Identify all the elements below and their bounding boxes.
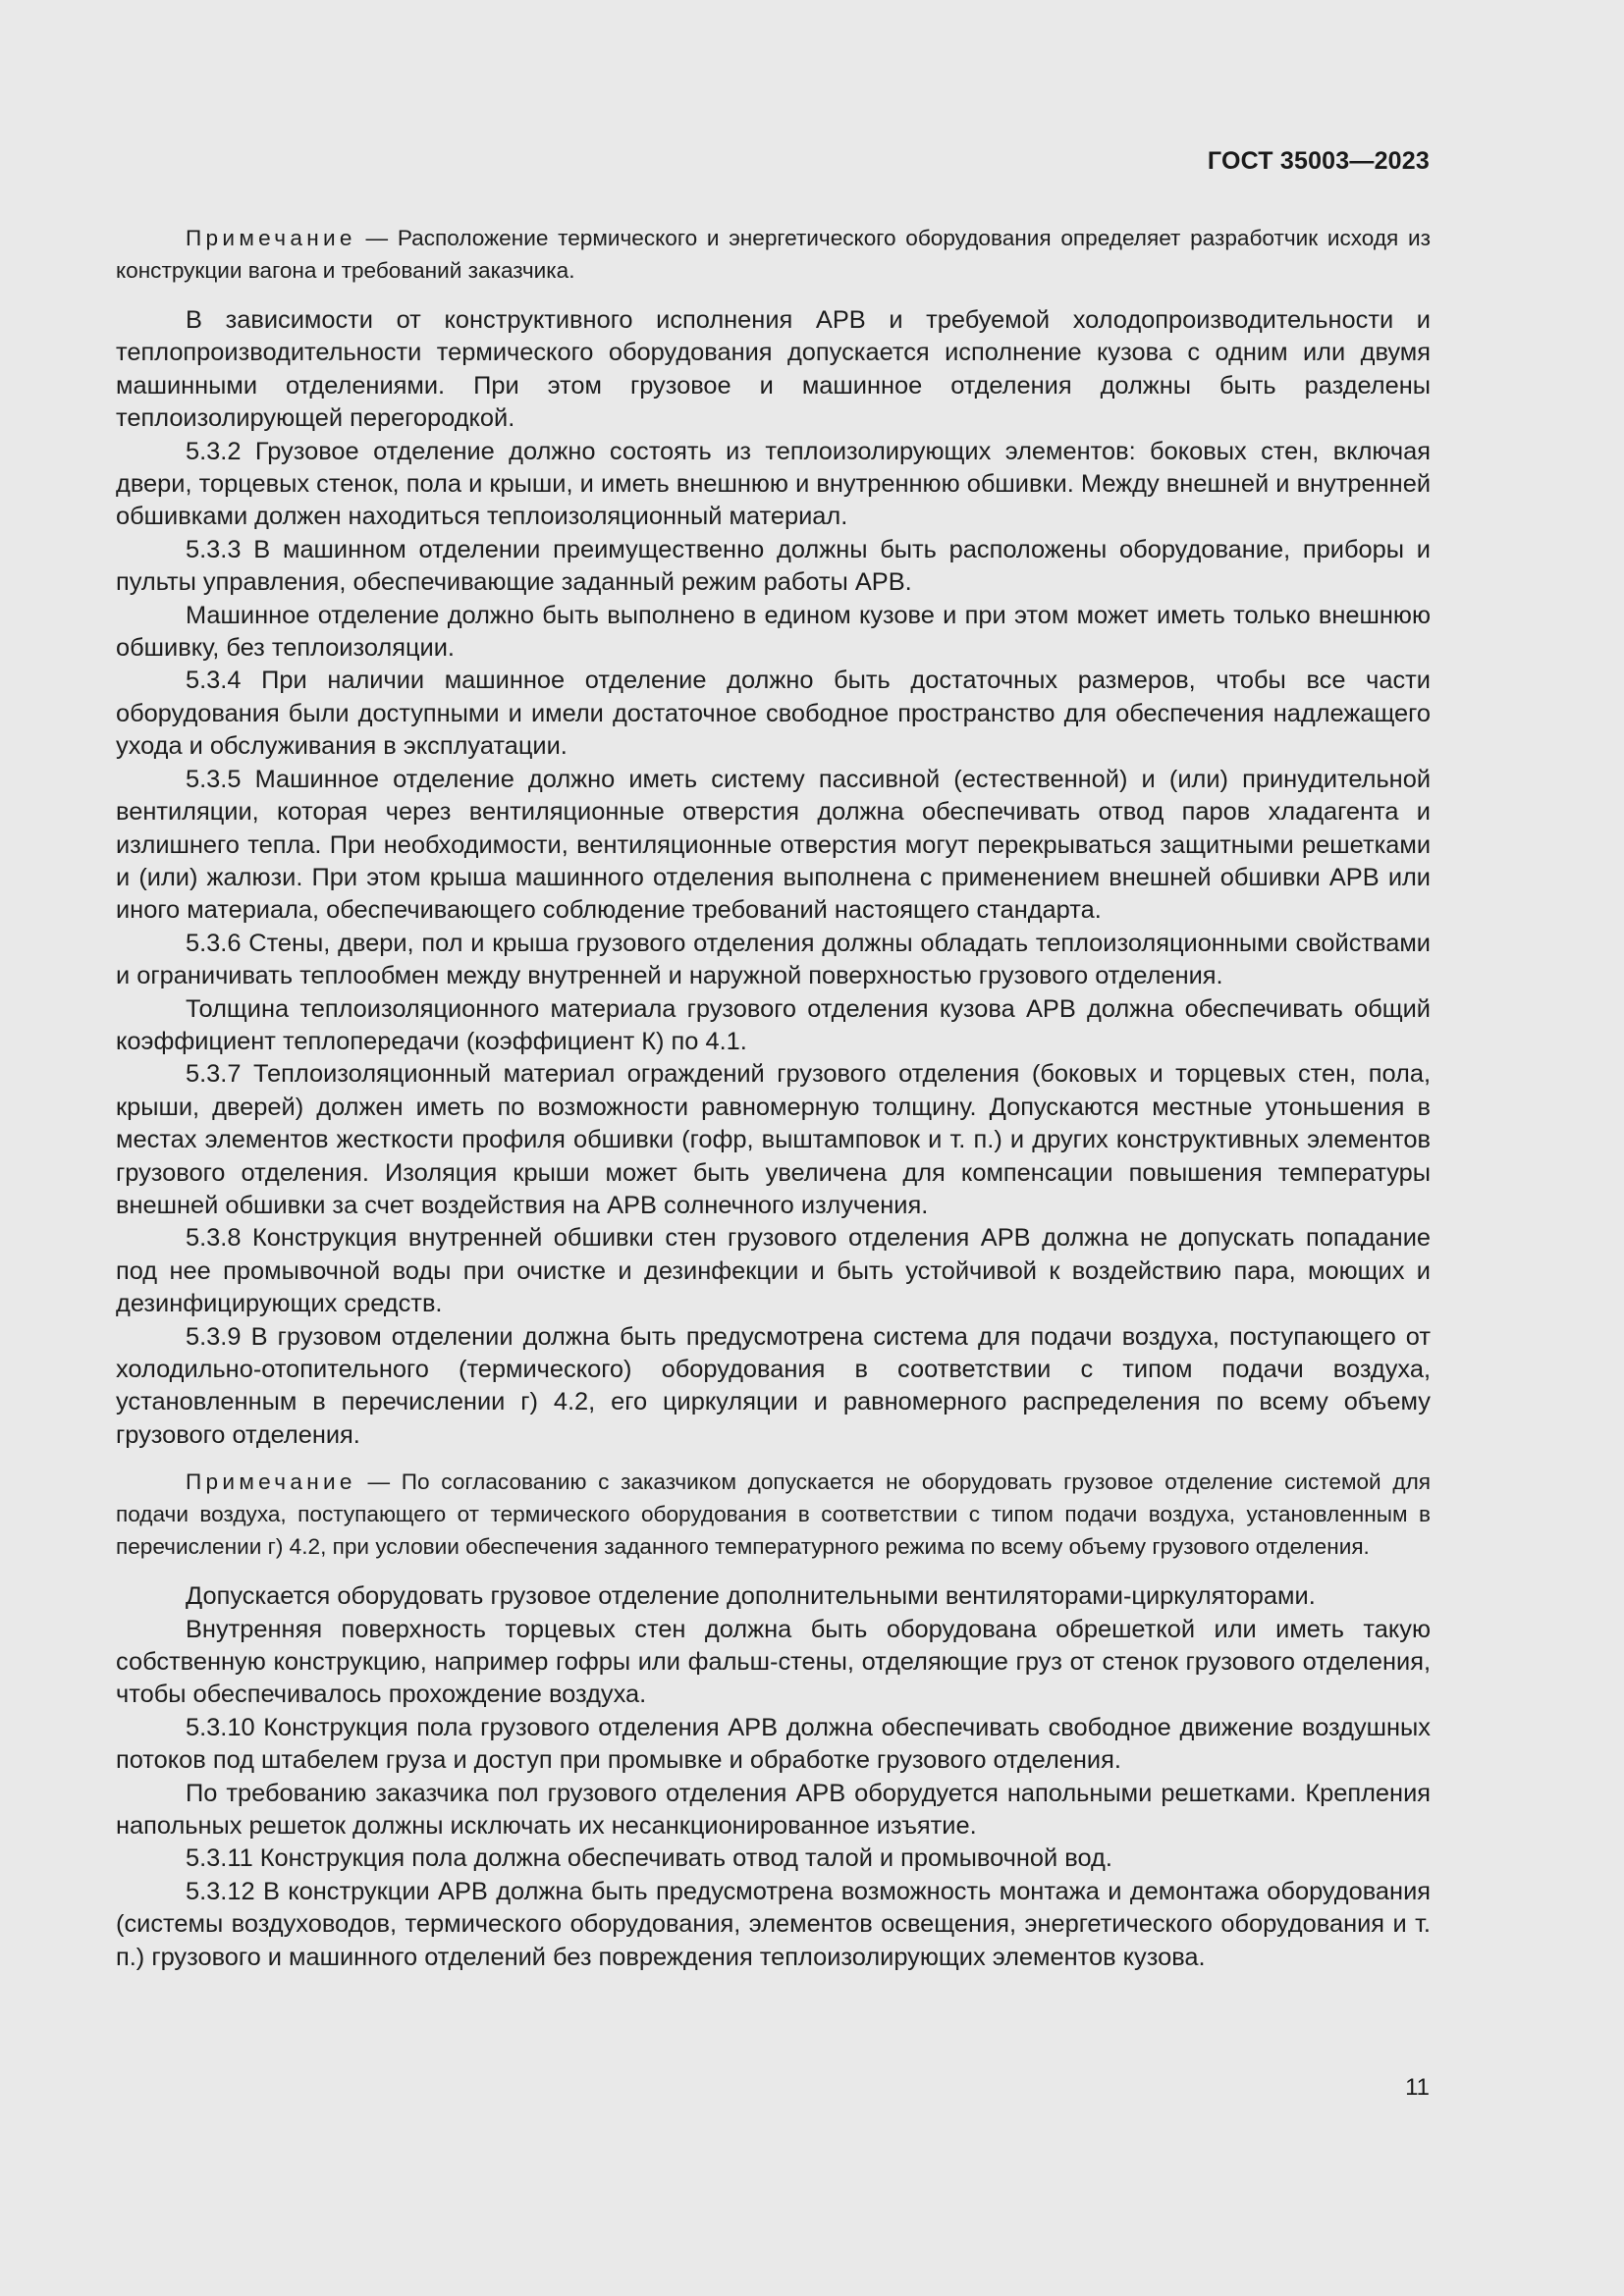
note-text: — Расположение термического и энергетического оборудования определяет разработчик исходя из конструкции вагона и требований заказчика. [116, 226, 1431, 283]
paragraph-5-3-10: 5.3.10 Конструкция пола грузового отделения АРВ должна обеспечивать свободное движение воздушных потоков под штабелем груза и доступ при промывке и обработке грузового отделения. [116, 1713, 1431, 1775]
paragraph-5-3-11: 5.3.11 Конструкция пола должна обеспечивать отвод талой и промывочной вод. [186, 1844, 1112, 1873]
paragraph-5-3-3: 5.3.3 В машинном отделении преимущественно должны быть расположены оборудование, приборы и пульты управления, обеспечивающие заданный режим работы АРВ. [116, 535, 1431, 597]
section-body-a [116, 304, 1431, 1452]
paragraph: В зависимости от конструктивного исполнения АРВ и требуемой холодопроизводительности и теплопроизводительности термического оборудования допускается исполнение кузова с одним или двумя машинными отделениями. При этом грузовое и машинное отделения должны быть разделены теплоизолирующей перегородкой. [116, 306, 1431, 433]
paragraph: Толщина теплоизоляционного материала грузового отделения кузова АРВ должна обеспечивать общий коэффициент теплопередачи (коэффициент К) по 4.1. [116, 994, 1431, 1055]
paragraph-5-3-9: 5.3.9 В грузовом отделении должна быть предусмотрена система для подачи воздуха, поступающего от холодильно-отопительного (термического) оборудования в соответствии с типом подачи воздуха, установленным в перечислении г) 4.2, его циркуляции и равномерного распределения по всему объему грузового отделения. [116, 1322, 1431, 1449]
paragraph: Внутренняя поверхность торцевых стен должна быть оборудована обрешеткой или иметь такую собственную конструкцию, например гофры или фальш-стены, отделяющие груз от стенок грузового отделения, чтобы обеспечивалось прохождение воздуха. [116, 1615, 1431, 1709]
section-body-b [116, 1580, 1431, 1974]
note-label: Примечание [186, 1469, 356, 1495]
document-header: ГОСТ 35003—2023 [1207, 147, 1430, 175]
paragraph-5-3-12: 5.3.12 В конструкции АРВ должна быть предусмотрена возможность монтажа и демонтажа оборудования (системы воздуховодов, термического оборудования, элементов освещения, энергетического оборудования и т. п.) грузового и машинного отделений без повреждения теплоизолирующих элементов кузова. [116, 1877, 1431, 1971]
paragraph: По требованию заказчика пол грузового отделения АРВ оборудуется напольными решетками. Крепления напольных решеток должны исключать их несанкционированное изъятие. [116, 1779, 1431, 1841]
note-text: — По согласованию с заказчиком допускается не оборудовать грузовое отделение системой для подачи воздуха, поступающего от термического оборудования в соответствии с типом подачи воздуха, установленным в перечислении г) 4.2, при условии обеспечения заданного температурного режима по всему объему грузового отделения. [116, 1469, 1431, 1560]
paragraph: Машинное отделение должно быть выполнено в едином кузове и при этом может иметь только внешнюю обшивку, без теплоизоляции. [116, 601, 1431, 663]
note-2 [116, 1466, 1431, 1563]
paragraph-5-3-6: 5.3.6 Стены, двери, пол и крыша грузового отделения должны обладать теплоизоляционными свойствами и ограничивать теплообмен между внутренней и наружной поверхностью грузового отделения. [116, 929, 1431, 990]
paragraph-5-3-5: 5.3.5 Машинное отделение должно иметь систему пассивной (естественной) и (или) принудительной вентиляции, которая через вентиляционные отверстия должна обеспечивать отвод паров хладагента и излишнего тепла. При необходимости, вентиляционные отверстия могут перекрываться защитными решетками и (или) жалюзи. При этом крыша машинного отделения выполнена с применением внешней обшивки АРВ или иного материала, обеспечивающего соблюдение требований настоящего стандарта. [116, 765, 1431, 925]
page-number: 11 [1405, 2074, 1430, 2101]
paragraph-5-3-7: 5.3.7 Теплоизоляционный материал ограждений грузового отделения (боковых и торцевых стен, пола, крыши, дверей) должен иметь по возможности равномерную толщину. Допускаются местные утоньшения в местах элементов жесткости профиля обшивки (гофр, выштамповок и т. п.) и других конструктивных элементов грузового отделения. Изоляция крыши может быть увеличена для компенсации повышения температуры внешней обшивки за счет воздействия на АРВ солнечного излучения. [116, 1060, 1431, 1219]
paragraph: Допускается оборудовать грузовое отделение дополнительными вентиляторами-циркуляторами. [186, 1582, 1316, 1611]
paragraph-5-3-2: 5.3.2 Грузовое отделение должно состоять из теплоизолирующих элементов: боковых стен, включая двери, торцевых стенок, пола и крыши, и иметь внешнюю и внутреннюю обшивки. Между внешней и внутренней обшивками должен находиться теплоизоляционный материал. [116, 437, 1431, 531]
note-label: Примечание [186, 226, 356, 250]
paragraph-5-3-4: 5.3.4 При наличии машинное отделение должно быть достаточных размеров, чтобы все части оборудования были доступными и имели достаточное свободное пространство для обеспечения надлежащего ухода и обслуживания в эксплуатации. [116, 667, 1431, 761]
note-1 [116, 222, 1431, 287]
page-body [116, 222, 1431, 1974]
paragraph-5-3-8: 5.3.8 Конструкция внутренней обшивки стен грузового отделения АРВ должна не допускать попадание под нее промывочной воды при очистке и дезинфекции и быть устойчивой к воздействию пара, моющих и дезинфицирующих средств. [116, 1224, 1431, 1318]
